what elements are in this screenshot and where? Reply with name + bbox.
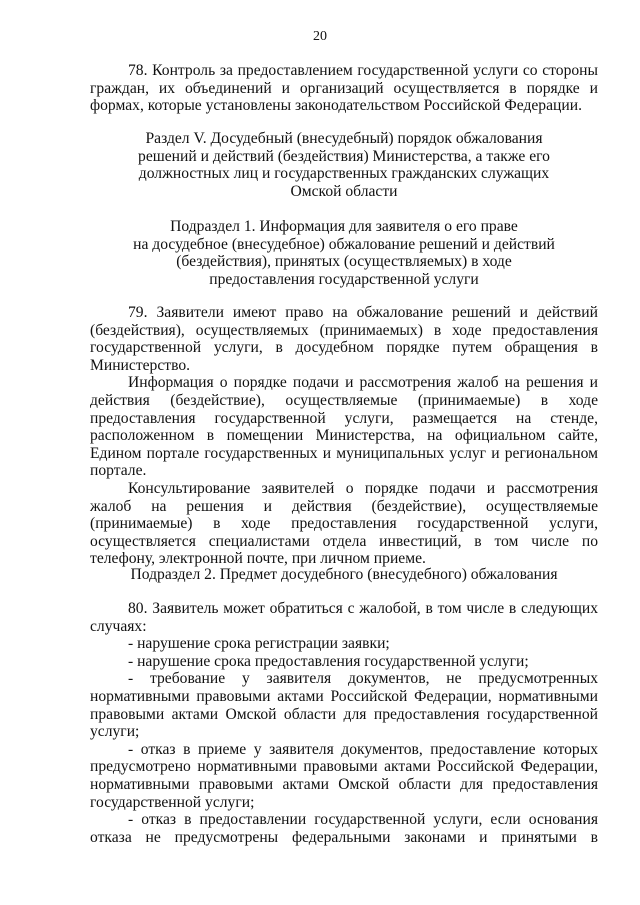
paragraph-79-block	[90, 304, 598, 568]
subsection-1-title-line-1: Подраздел 1. Информация для заявителя о его праве	[170, 218, 518, 235]
paragraph-80-block	[90, 600, 598, 846]
paragraph-80-item-3: - требование у заявителя документов, не предусмотренных нормативными правовыми актами Российской Федерации, нормативными правовыми актами Омской области для предоставления государственной услуги;	[90, 670, 598, 741]
paragraph-78-text: 78. Контроль за предоставлением государственной услуги со стороны граждан, их объединений и организаций осуществляется в порядке и формах, которые установлены законодательством Российской Федерации.	[90, 62, 598, 115]
subsection-1-title	[90, 218, 598, 288]
section-5-title	[90, 130, 598, 200]
subsection-1-title-line-4: предоставления государственной услуги	[209, 270, 479, 288]
paragraph-78	[90, 62, 598, 115]
section-5-title-line-3: должностных лиц и государственных гражданских служащих	[138, 165, 550, 183]
subsection-1-title-line-2: на досудебное (внесудебное) обжалование решений и действий	[133, 235, 555, 253]
page-number: 20	[313, 29, 327, 44]
paragraph-79-text: 79. Заявители имеют право на обжалование решений и действий (бездействия), осуществляемых (принимаемых) в ходе предоставления государственной услуги, в досудебном порядке путем обращения в Министерство.	[90, 304, 598, 374]
paragraph-80-item-5-line-1: - отказ в предоставлении государственной услуги, если основания	[128, 811, 598, 829]
paragraph-80-item-2: - нарушение срока предоставления государственной услуги;	[128, 652, 529, 670]
paragraph-80-item-5-line-2: отказа не предусмотрены федеральными законами и принятыми в	[90, 828, 598, 846]
section-5-title-line-4: Омской области	[290, 182, 398, 200]
paragraph-80-item-1: - нарушение срока регистрации заявки;	[128, 635, 390, 653]
paragraph-79-consultation: Консультирование заявителей о порядке подачи и рассмотрения жалоб на решения и действия (бездействие), осуществляемые (принимаемые) в ходе предоставления государственной услуги, осуществляется специалистами отдела инвестиций, в том числе по телефону, электронной почте, при личном приеме.	[90, 479, 598, 568]
paragraph-79-info: Информация о порядке подачи и рассмотрения жалоб на решения и действия (бездействие), осуществляемые (принимаемые) в ходе предоставления государственной услуги, размещается на стенде, расположенном в помещении Министерства, на официальном сайте, Едином портале государственных и муниципальных услуг и региональном портале.	[90, 374, 598, 480]
section-5-title-line-1: Раздел V. Досудебный (внесудебный) порядок обжалования	[145, 130, 543, 147]
subsection-1-title-line-3: (бездействия), принятых (осуществляемых) в ходе	[176, 253, 512, 271]
section-5-title-line-2: решений и действий (бездействия) Министерства, а также его	[138, 147, 550, 165]
subsection-2-title: Подраздел 2. Предмет досудебного (внесудебного) обжалования	[130, 566, 558, 583]
paragraph-80-item-4: - отказ в приеме у заявителя документов, предоставление которых предусмотрено нормативными правовыми актами Российской Федерации, нормативными правовыми актами Омской области для предоставления государственной услуги;	[90, 740, 598, 811]
subsection-2-title-block	[90, 566, 598, 584]
paragraph-80-text: 80. Заявитель может обратиться с жалобой, в том числе в следующих случаях:	[90, 600, 598, 635]
